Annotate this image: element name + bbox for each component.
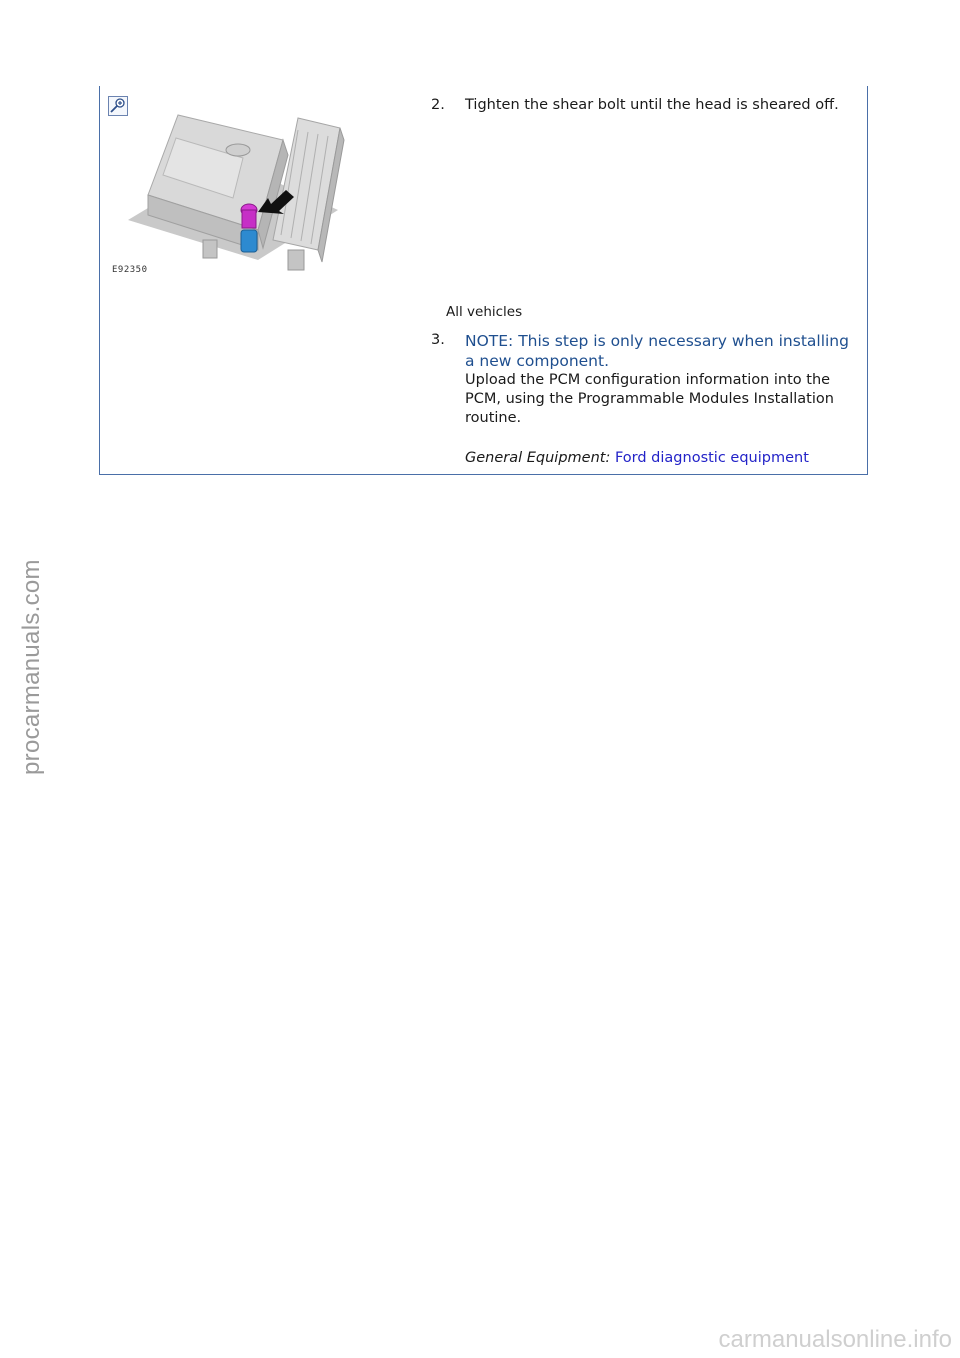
step-number: 2. (431, 97, 445, 113)
step-2 (431, 96, 861, 115)
zoom-in-icon[interactable] (108, 96, 128, 116)
section-label: All vehicles (446, 304, 523, 320)
equipment-label: General Equipment: (465, 450, 611, 466)
side-watermark: procarmanuals.com (18, 559, 45, 775)
general-equipment (465, 449, 861, 468)
step-text: Tighten the shear bolt until the head is sheared off. (465, 97, 839, 113)
bottom-watermark: carmanualsonline.info (718, 1326, 952, 1353)
step-text: Upload the PCM configuration information into the PCM, using the Programmable Modules Installation routine. (465, 372, 834, 426)
figure-code: E92350 (112, 265, 148, 275)
step-note: NOTE: This step is only necessary when installing a new component. (465, 332, 849, 370)
component-illustration (108, 100, 358, 285)
step-number: 3. (431, 332, 445, 348)
procedure-panel (99, 86, 868, 475)
step-3 (431, 331, 861, 468)
equipment-link[interactable]: Ford diagnostic equipment (614, 450, 809, 466)
